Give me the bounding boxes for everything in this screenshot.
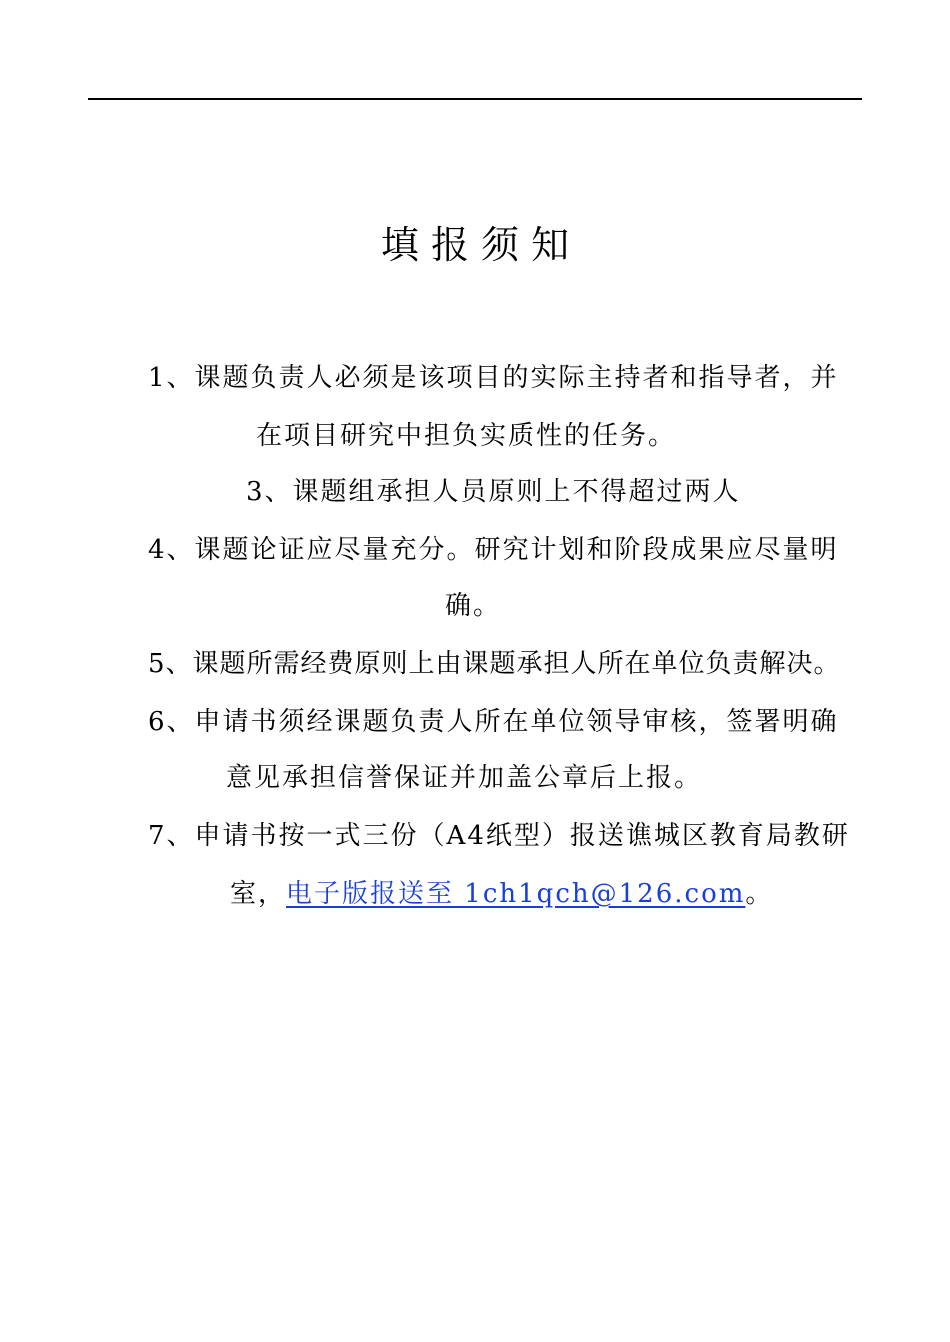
item-7-line-2 [230, 876, 773, 912]
header-rule [88, 98, 862, 100]
item-1-line-1: 1、课题负责人必须是该项目的实际主持者和指导者，并 [148, 363, 839, 393]
item-4-line-1: 4、课题论证应尽量充分。研究计划和阶段成果应尽量明 [148, 535, 839, 565]
item-6-line-2: 意见承担信誉保证并加盖公章后上报。 [226, 763, 703, 793]
item-1-line-2: 在项目研究中担负实质性的任务。 [256, 421, 677, 451]
item-7-suffix: 。 [745, 879, 774, 909]
page-title: 填 报 须 知 [380, 223, 570, 267]
item-4-line-2: 确。 [445, 591, 502, 621]
item-5: 5、课题所需经费原则上由课题承担人所在单位负责解决。 [148, 649, 841, 679]
item-7-line-1: 7、申请书按一式三份（A4纸型）报送谯城区教育局教研 [148, 821, 850, 851]
item-7-prefix: 室， [230, 879, 287, 909]
email-link[interactable]: 电子版报送至 1ch1qch@126.com [286, 879, 746, 909]
item-3: 3、课题组承担人员原则上不得超过两人 [246, 477, 741, 507]
item-6-line-1: 6、申请书须经课题负责人所在单位领导审核，签署明确 [148, 707, 839, 737]
